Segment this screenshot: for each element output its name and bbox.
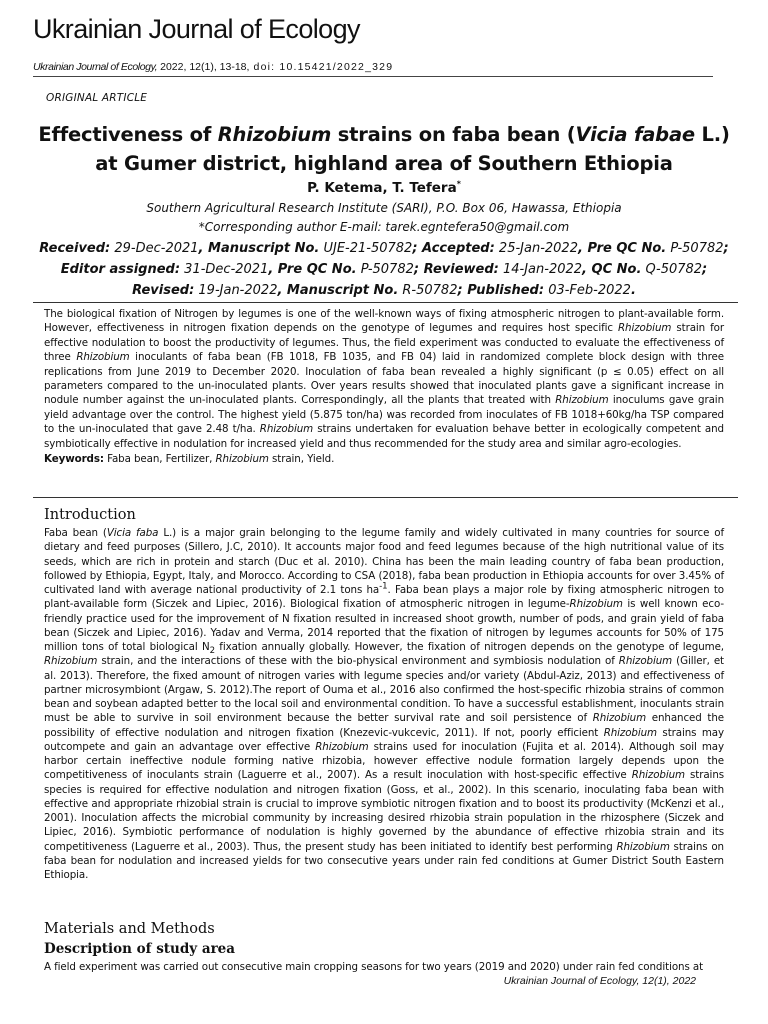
citation-line bbox=[33, 61, 393, 73]
dates-line-1: Received: 29-Dec-2021, Manuscript No. UJE-21-50782; Accepted: 25-Jan-2022, Pre QC No. P-50782; bbox=[39, 241, 729, 256]
methods-text: A field experiment was carried out consecutive main cropping seasons for two years (2019 and 2020) under rain fed conditions at bbox=[44, 961, 704, 973]
intro-text: Faba bean (Vicia faba L.) is a major grain belonging to the legume family and widely cultivated in many countries for source of dietary and feed purposes (Sillero, J.C, 2010). It accounts major food and feed legumes because of the high nutritional value of its seeds, which are rich in protein and starch (Duc et al. 2010). China has been the main leading country of faba bean production, followed by Ethiopia, Egypt, Italy, and Morocco. According to CSA (2018), faba bean production in Ethiopia accounts for over 3.45% of cultivated land with average national productivity of 2.1 tons $ha^{-1}$. Faba bean plays a major role by fixing atmospheric nitrogen to plant-available form (Siczek and Lipiec, 2016). Biological fixation of atmospheric nitrogen in legume-Rhizobium is well known eco-friendly practice used for the improvement of N fixation resulted in increased shoot growth, number of pods, and grain yield of faba bean (Siczek and Lipiec, 2016). Yadav and Verma, 2014 reported that the fixation of nitrogen by legumes accounts for 50% of 175 million tons of total biological $N_2$ fixation annually globally. However, the fixation of nitrogen depends on the genotype of legume, Rhizobium strain, and the interactions of these with the bio-physical environment and symbiosis nodulation of Rhizobium (Giller, et al. 2013). Therefore, the fixed amount of nitrogen varies with legume species and/or variety (Abdul-Aziz, 2013) and effectiveness of partner microsymbiont (Argaw, S. 2012).The report of Ouma et al., 2016 also confirmed the host-specific rhizobia strains of common bean and soybean adapted better to the local soil and environmental condition. To have a successful establishment, inoculants strain must be able to survive in soil environment because the better survival rate and soil persistence of Rhizobium enhanced the possibility of effective nodulation and nitrogen fixation (Knezevic-vukcevic, 2011). If not, poorly efficient Rhizobium strains may outcompete and gain an advantage over effective Rhizobium strains used for inoculation (Fujita et al. 2014). Although soil may harbor certain ineffective nodule forming native rhizobia, however effective nodule formation largely depends upon the competitiveness of inoculants strain (Laguerre et al., 2007). As a result inoculation with host-specific effective Rhizobium strains species is required for effective nodulation and nitrogen fixation (Goss, et al., 2002). In this scenario, inoculating faba bean with effective and appropriate rhizobial strain is crucial to improve symbiotic nitrogen fixation and to boost its productivity (McKenzi et al., 2001). Inoculation affects the microbial community by increasing desired rhizobia strain population in the rhizosphere (Siczek and Lipiec, 2016). Symbiotic performance of nodulation is highly governed by the abundance of effective rhizobia strain and its competitiveness (Laguerre et al., 2003). Thus, the present study has been initiated to identify best performing Rhizobium strains on faba bean for nodulation and increased yields for two consecutive years under rain fed conditions at Gumer District South Eastern Ethiopia. bbox=[44, 527, 725, 881]
study-area-heading: Description of study area bbox=[44, 941, 236, 957]
citation-volume: 2022, 12(1), 13-18, bbox=[157, 61, 250, 73]
affiliation: Southern Agricultural Research Institute (SARI), P.O. Box 06, Hawassa, Ethiopia bbox=[146, 201, 622, 215]
keywords: Keywords: Faba bean, Fertilizer, Rhizobium strain, Yield. bbox=[44, 453, 335, 466]
page-footer: Ukrainian Journal of Ecology, 12(1), 2022 bbox=[503, 975, 696, 987]
header-rule bbox=[33, 76, 713, 77]
authors: P. Ketema, T. Tefera* bbox=[307, 179, 461, 196]
citation-journal: Ukrainian Journal of Ecology, bbox=[33, 61, 158, 73]
abstract-text: The biological fixation of Nitrogen by legumes is one of the well-known ways of fixing atmospheric nitrogen to plant-available form. However, effectiveness in nitrogen fixation depends on the genotype of legumes and requires host specific Rhizobium strain for effective nodulation to boost the productivity of legumes. Thus, the field experiment was conducted to evaluate the effectiveness of three Rhizobium inoculants of faba bean (FB 1018, FB 1035, and FB 04) laid in randomized complete block design with three replications from June 2019 to December 2020. Inoculation of faba bean revealed a highly significant (p ≤ 0.05) effect on all parameters compared to the un-inoculated plants. Over years results showed that inoculated plants gave a significant increase in nodule number against the un-inoculated plants. Correspondingly, all the plants that treated with Rhizobium inoculums gave grain yield advantage over the control. The highest yield (5.875 ton/ha) was recorded from inoculates of FB 1018+60kg/ha TSP compared to the un-inoculated that gave 2.48 t/ha. Rhizobium strains undertaken for evaluation behave better in ecologically competent and symbiotically effective in nodulation for increased yield and thus recommended for the study area and similar agro-ecologies. bbox=[44, 308, 725, 450]
citation-doi[interactable]: doi: 10.15421/2022_329 bbox=[249, 61, 394, 73]
dates-line-2: Editor assigned: 31-Dec-2021, Pre QC No. P-50782; Reviewed: 14-Jan-2022, QC No. Q-50782; bbox=[60, 262, 708, 277]
abstract bbox=[44, 307, 724, 466]
abstract-bottom-rule bbox=[33, 497, 738, 498]
article-type: ORIGINAL ARTICLE bbox=[46, 92, 148, 104]
methods-heading: Materials and Methods bbox=[44, 921, 215, 937]
dates-line-3: Revised: 19-Jan-2022, Manuscript No. R-50782; Published: 03-Feb-2022. bbox=[132, 283, 636, 298]
abstract-top-rule bbox=[33, 302, 738, 303]
journal-title: Ukrainian Journal of Ecology bbox=[33, 14, 360, 44]
intro-heading: Introduction bbox=[44, 507, 136, 523]
article-title: Effectiveness of Rhizobium strains on faba bean (Vicia fabae L.) at Gumer district, highland area of Southern Ethiopia bbox=[38, 123, 730, 175]
corresponding-author[interactable]: *Corresponding author E-mail: tarek.egntefera50@gmail.com bbox=[198, 220, 570, 234]
